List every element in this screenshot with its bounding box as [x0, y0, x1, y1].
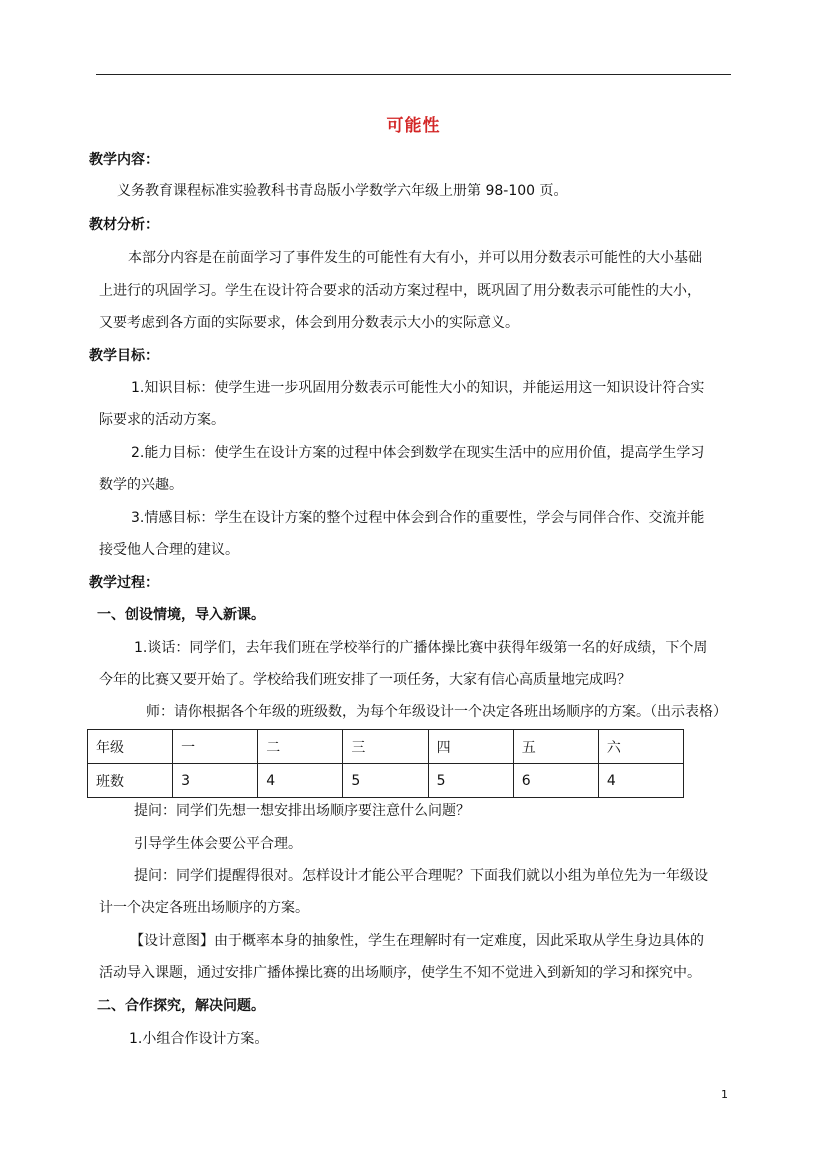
table-cell: 一: [173, 730, 258, 764]
goal1-line-2: 际要求的活动方案。: [99, 412, 225, 428]
document-title: 可能性: [386, 116, 441, 136]
table-cell: 3: [173, 764, 258, 798]
goal1-line-1: 1.知识目标：使学生进一步巩固用分数表示可能性大小的知识，并能运用这一知识设计符合实: [131, 380, 705, 396]
table-row: [88, 730, 684, 764]
guide-text: 引导学生体会要公平合理。: [134, 836, 302, 852]
process-heading: 教学过程：: [89, 575, 159, 591]
goal2-line-2: 数学的兴趣。: [99, 477, 183, 493]
goals-heading: 教学目标：: [89, 348, 159, 364]
table-cell: 4: [598, 764, 683, 798]
analysis-line-3: 又要考虑到各方面的实际要求，体会到用分数表示大小的实际意义。: [99, 315, 519, 331]
analysis-line-2: 上进行的巩固学习。学生在设计符合要求的活动方案过程中，既巩固了用分数表示可能性的大小，: [99, 283, 701, 299]
intent-line-2: 活动导入课题，通过安排广播体操比赛的出场顺序，使学生不知不觉进入到新知的学习和探究中。: [99, 965, 701, 981]
table-cell: 四: [428, 730, 513, 764]
header-rule: [96, 74, 731, 75]
question-1: 提问：同学们先想一想安排出场顺序要注意什么问题？: [134, 803, 470, 819]
part2-heading: 二、合作探究，解决问题。: [97, 998, 265, 1014]
content-text: 义务教育课程标准实验教科书青岛版小学数学六年级上册第 98-100 页。: [117, 183, 568, 199]
table-row: [88, 764, 684, 798]
table-cell: 5: [343, 764, 428, 798]
analysis-line-1: 本部分内容是在前面学习了事件发生的可能性有大有小，并可以用分数表示可能性的大小基础: [128, 250, 702, 266]
goal3-line-2: 接受他人合理的建议。: [99, 542, 239, 558]
teacher-line: 师：请你根据各个年级的班级数，为每个年级设计一个决定各班出场顺序的方案。（出示表格）: [146, 704, 727, 720]
table-cell: 4: [258, 764, 343, 798]
table-cell: 5: [428, 764, 513, 798]
question-2-line-1: 提问：同学们提醒得很对。怎样设计才能公平合理呢？下面我们就以小组为单位先为一年级设: [134, 868, 708, 884]
class-count-table: [87, 729, 684, 798]
intent-line-1: 【设计意图】由于概率本身的抽象性，学生在理解时有一定难度，因此采取从学生身边具体的: [130, 933, 704, 949]
goal2-line-1: 2.能力目标：使学生在设计方案的过程中体会到数学在现实生活中的应用价值，提高学生学习: [131, 445, 705, 461]
talk-line-1: 1.谈话：同学们，去年我们班在学校举行的广播体操比赛中获得年级第一名的好成绩，下个周: [134, 640, 708, 656]
question-2-line-2: 计一个决定各班出场顺序的方案。: [99, 900, 309, 916]
page-number: 1: [721, 1088, 728, 1101]
step-1: 1.小组合作设计方案。: [129, 1031, 269, 1047]
analysis-heading: 教材分析：: [89, 217, 159, 233]
content-heading: 教学内容：: [89, 152, 159, 168]
table-cell: 二: [258, 730, 343, 764]
part1-heading: 一、创设情境，导入新课。: [97, 607, 265, 623]
table-cell: 年级: [88, 730, 173, 764]
table-cell: 班数: [88, 764, 173, 798]
table-cell: 6: [513, 764, 598, 798]
table-cell: 三: [343, 730, 428, 764]
table-cell: 五: [513, 730, 598, 764]
goal3-line-1: 3.情感目标：学生在设计方案的整个过程中体会到合作的重要性，学会与同伴合作、交流并能: [131, 510, 705, 526]
talk-line-2: 今年的比赛又要开始了。学校给我们班安排了一项任务，大家有信心高质量地完成吗？: [99, 672, 631, 688]
table-cell: 六: [598, 730, 683, 764]
